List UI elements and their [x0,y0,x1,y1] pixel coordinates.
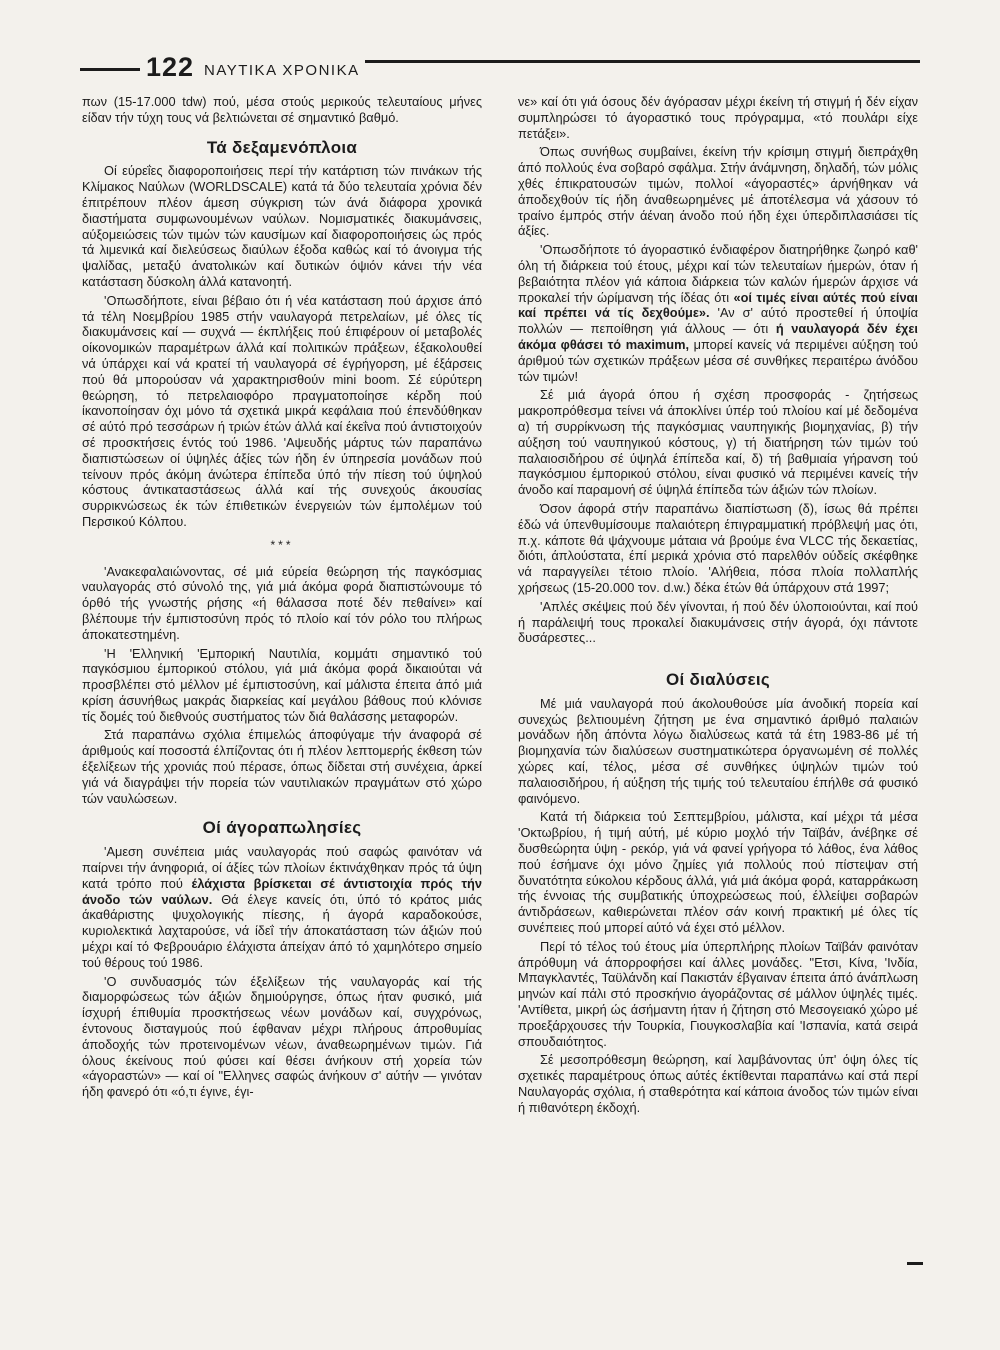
emphasis: ή ναυλαγορά δέν έχει άκόμα φθάσει τό maximum, [518,321,918,352]
article-end-mark [907,1262,923,1265]
right-column [518,94,918,1119]
paragraph: 'Οπωσδήποτε, είναι βέβαιο ότι ή νέα κατάσταση πού άρχισε άπό τά τέλη Νοεμβρίου 1985 στήν ναυλαγορά πετρελαίων, μέ όλες τίς διακυμάνσεις καί — συχνά — έκπλήξεις πού έπιφέρουν οί μεταβολές οίκονομικών παραμέτρων άλλά καί πολιτικών πράξεων, έξακολουθεί νά ύπάρχει καί νά κρατεί τή ναυλαγορά σέ έγρήγορση, μέ έξάρσεις πού θά μπορούσαν νά χαρακτηρισθούν mini boom. Σέ εύρύτερη θεώρηση, τό πετρελαιοφόρο πραγματοποίησε κέρδη πού ίκανοποίησαν όχι μόνο τά σχετικά μικρά κεφάλαια πού έπενδύθηκαν σέ αύτό πρό τεσσάρων ή τριών έτών άλλά καί έκεΐνα πού άντιστοιχούν σέ προσκτήσεις έντός τού 1986. 'Αψευδής μάρτυς τών παραπάνω διαπιστώσεων οί ύψηλές άξίες τών ήδη έν ύπηρεσία μονάδων πού τείνουν πρός άκόμη άνώτερα έπίπεδα ύπό τήν πίεση τού ύψηλού κόστους άντικαταστάσεως άλλά καί τής συνεχούς άκουσίας συρρικνώσεως έκ τών έπιθετικών ένεργειών τών έμπολέμων τού Περσικού Κόλπου. [82,292,482,529]
paragraph: Σέ μιά άγορά όπου ή σχέση προσφοράς - ζητήσεως μακροπρόθεσμα τείνει νά άποκλίνει ύπέρ τού πλοίου καί μέ δεδομένα α) τή συρρίκνωση τής παγκόσμιας ναυπηγικής βιομηχανίας, β) τήν αύξηση τού ναυπηγικού κόστους, γ) τή διατήρηση τών τιμών τού παλαιοσιδήρου σέ ύψηλά έπίπεδα καί, δ) τή βαθμιαία γήρανση τού παγκόσμιου έμπορικού στόλου, είναι φυσικό νά περιμένει κανείς τήν άνοδο καί παραμονή σέ ύψηλά έπίπεδα τών άξιών τών πλοίων. [518,387,918,498]
paragraph: Οί εύρεΐες διαφοροποιήσεις περί τήν κατάρτιση τών πινάκων τής Κλίμακος Ναύλων (WORLDSCALE) κατά τά δύο τελευταία χρόνια δέν έπιτρέπουν πλέον άμεση σύγκριση τών άνά διάφορα χρονικά διαστήματα συμφωνουμένων ναύλων. Νομισματικές διακυμάνσεις, αύξομειώσεις τών τιμών τών καυσίμων καί διαφοροποιήσεις ώς πρός τά λιμενικά καί διελεύσεως διαύλων έξοδα καθώς καί τό άνοιγμα τής ψαλίδας, μεταξύ άνατολικών καί δυτικών όψιόν κάνει τήν νέα κατάσταση δύσκολη άλλά κατανοητή. [82,163,482,289]
section-heading-tankers: Τά δεξαμενόπλοια [206,137,358,157]
magazine-title: ΝΑΥΤΙΚΑ ΧΡΟΝΙΚΑ [204,62,360,79]
emphasis: «οί τιμές είναι αύτές πού είναι καί πρέπει νά τίς δεχθούμε». [518,289,918,321]
paragraph: νε» καί ότι γιά όσους δέν άγόρασαν μέχρι έκείνη τή στιγμή ή δέν είχαν συμπληρώσει τό άγοραστικό τους πρόγραμμα, «τό πουλάρι είχε πετάξει». [518,94,918,141]
paragraph: 'Ανακεφαλαιώνοντας, σέ μιά εύρεία θεώρηση τής παγκόσμιας ναυλαγοράς στό σύνολό της, γιά μιά άκόμα φορά διαπιστώνουμε τό όρθό τής γνωστής ρήσης «ή θάλασσα ποτέ δέν πεθαίνει» καί βλέπουμε τήν έμπιστοσύνη πρός τό πλοίο καί τόν ρόλο του πλήρως άποκατεστημένη. [82,563,482,642]
paragraph: Κατά τή διάρκεια τού Σεπτεμβρίου, μάλιστα, καί μέχρι τά μέσα 'Οκτωβρίου, ή τιμή αύτή, μέ κύριο μοχλό τήν Ταϊβάν, άνέβηκε σέ δυσθεώρητα ύψη - ρεκόρ, γιά νά φανεί γρήγορα τό λάθος, ένα λάθος πού έσήμανε όχι μόνο ζημίες γιά πολλούς πού πίστεψαν στή δυνατότητα εύκολου κέρδους άλλά, γιά μιά άκόμα φορά, καταρράκωση τής έννοιας τής συμβατικής ύποχρεώσεως πού, έλλείψει σοβαρών άντιδράσεων, καθιερώνεται πλέον σάν κοινή πρακτική μέ όλες τίς συνέπειες πού μπορεί αύτό νά έχει στό μέλλον. [518,809,918,936]
paragraph: Στά παραπάνω σχόλια έπιμελώς άποφύγαμε τήν άναφορά σέ άριθμούς καί ποσοστά έλπίζοντας ότι ή πλέον λεπτομερής έκθεση τών έξελίξεων τής χρονιάς πού πέρασε, όπως δίδεται στή συνέχεια, άρκεί γιά νά διαγράψει τήν πορεία τών ναυτιλιακών πραγμάτων στό χώρο τών ναυλώσεων. [82,727,482,806]
paragraph: πων (15-17.000 tdw) πού, μέσα στούς μερικούς τελευταίους μήνες είδαν τήν τύχη τους νά βελτιώνεται σέ σημαντικό βαθμό. [82,94,482,125]
paragraph: 'Η 'Ελληνική 'Εμπορική Ναυτιλία, κομμάτι σημαντικό τού παγκόσμιου έμπορικού στόλου, γιά μιά άκόμα φορά δικαιούται νά προσβλέπει στό μέλλον μέ έμπιστοσύνη, καί μάλιστα έπειτα άπό μιά κρίση άσυνήθως μακράς διαρκείας καί μεγάλου βάθους πού κλόνισε τίς δομές τού διεθνούς συστήματος τών διά θαλάσσης μεταφορών. [82,645,482,724]
paragraph: Όπως συνήθως συμβαίνει, έκείνη τήν κρίσιμη στιγμή διεπράχθη άπό πολλούς ένα σοβαρό σφάλμα. Στήν άνάμνηση, δηλαδή, τών μόλις χθές έπικρατουσών τιμών, πολλοί «άγοραστές» άρνήθηκαν νά άποδεχθούν τίς ήδη άναθεωρημένες μέ άποτέλεσμα νά χάσουν τό τραίνο έμπρός στήν άέναη άνοδο πού ήδη έχει ύπερδιπλασιάσει τίς άξίες. [518,144,918,239]
section-heading-demolitions: Οί διαλύσεις [665,670,771,690]
text-run: 'Αν σ' αύτό προστεθεί ή ύποψία πολλών — πεποίθηση γιά άλλους — ότι [518,305,918,337]
paragraph: 'Ο συνδυασμός τών έξελίξεων τής ναυλαγοράς καί τής διαμορφώσεως τών άξιών δημιούργησε, όπως ήταν φυσικό, μιά ίσχυρή έπιθυμία προσκτήσεως νέων μονάδων καί, συγχρόνως, έντονους δισταγμούς πού έφθαναν μέχρι πλήρους άπροθυμίας άποδοχής τών προτεινομένων νέων, άναθεωρημένων τιμών. Γιά όλους έκείνους πού φύσει καί θέσει άνήκουν στή χορεία τών «άγοραστών» — καί οί "Ελληνες σαφώς άνήκουν σ' αύτήν — γινόταν ήδη φανερό ότι «ό,τι έγινε, έγι- [82,973,482,1100]
emphasis: έλάχιστα βρίσκεται σέ άντιστοιχία πρός τήν άνοδο τών ναύλων. [82,875,482,907]
text-run: μπορεί κανείς νά περιμένει αύξηση τού άριθμού τών σχετικών πράξεων μέσα σέ συνθήκες περαιτέρω άνόδου τών τιμών! [518,336,919,384]
section-separator: *** [270,537,294,552]
page-number: 122 [146,52,195,82]
paragraph: Περί τό τέλος τού έτους μία ύπερπλήρης πλοίων Ταϊβάν φαινόταν άπρόθυμη νά άπορροφήσει καί άλλες μονάδες. "Ετσι, Κίνα, 'Ινδία, Μπαγκλαντές, Ταϋλάνδη καί Πακιστάν έβγαιναν έπειτα άπό άνάπλωση μηνών καί πάλι στό προσκήνιο άγοράζοντας σέ μάλλον ύψηλές τιμές. 'Αντίθετα, μικρή ώς άσήμαντη ήταν ή ζήτηση στό Μεσογειακό χώρο μέ προεξάρχουσες τήν Τουρκία, Γιουγκοσλαβία καί 'Ισπανία, κατά σειρά σπουδαιότητος. [518,938,918,1049]
paragraph [518,242,918,384]
paragraph: 'Απλές σκέψεις πού δέν γίνονται, ή πού δέν ύλοποιούνται, καί πού ή παράλειψή τους προκαλεί διακυμάνσεις στήν άγορά, όχι πάντοτε δυσάρεστες... [518,598,918,646]
header-rule-left [80,68,140,71]
paragraph: Μέ μιά ναυλαγορά πού άκολουθούσε μία άνοδική πορεία καί συνεχώς βελτιουμένη ζήτηση με ένα σημαντικό άριθμό παλαιών μονάδων ήδη άπόντα λόγω διαλύσεως κατά τά έτη 1983-86 μέ τή βιομηχανία τών διαλύσεων συστηματικώτερα όργανωμένη σέ πολλές χώρες καί, τέλος, μέσα σέ συνθήκες ύψηλών τιμών τού παλαιοσιδήρου, ή αύξηση τής τιμής τού τελευταίου έπήλθε σά φυσικό φαινόμενο. [518,695,918,806]
text-run: 'Αμεση συνέπεια μιάς ναυλαγοράς πού σαφώς φαινόταν νά παίρνει τήν άνηφοριά, οί άξίες τών πλοίων έκτινάχθηκαν πρός τά ύψη κατά τρόπο πού [82,844,482,891]
section-heading-sales: Οί άγοραπωλησίες [202,818,362,838]
page-header [80,50,920,86]
paragraph [82,844,482,970]
text-run: Θά έλεγε κανείς ότι, ύπό τό κράτος μιάς άκαθάριστης ψυχολογικής πίεσης, ή άγορά καραδοκούσε, κυριολεκτικά λαχταρούσε, νά ίδεΐ τήν άποκατάσταση τών άξιών πού μέχρι καί τό Φεβρουάριο έλάχιστα άπείχαν άπό τό χαμηλότερο σημείο τού θέρους τού 1986. [82,891,482,970]
text-run: 'Οπωσδήποτε τό άγοραστικό ένδιαφέρον διατηρήθηκε ζωηρό καθ' όλη τή διάρκεια τού έτους, μέχρι καί τών τελευταίων ήμερών, όταν ή βεβαιότητα πλέον γιά κάποια διάρκεια τών καλών ήμερών άρχισε νά προκαλεί τήν ώρίμανση τής ίδέας ότι [518,242,918,305]
paragraph: Όσον άφορά στήν παραπάνω διαπίστωση (δ), ίσως θά πρέπει έδώ νά ύπενθυμίσουμε παλαιότερη έπιγραμματική πρόβλεψή μας ότι, π.χ. κάποτε θά ψάχνουμε μάταια νά βρούμε ένα VLCC τής δεκαετίας, διότι, άπλούστατα, έπί μερικά χρόνια στό παρελθόν ούδείς σκέφθηκε νά παραγγείλει τέτοιο πλοίο. 'Αλήθεια, πόσα πλοία πολλαπλής χρήσεως (15-20.000 τον. d.w.) δέκα έτών θά ύπάρχουν στά 1997; [518,500,918,595]
header-rule-right [365,60,920,63]
paragraph: Σέ μεσοπρόθεσμη θεώρηση, καί λαμβάνοντας ύπ' όψη όλες τίς σχετικές παραμέτρους όπως αύτές έκτίθενται παραπάνω καί στά περί Ναυλαγοράς σχόλια, ή σταθερότητα καί κάποια άνοδος τών τιμών είναι ή πιθανότερη έκδοχή. [518,1052,918,1115]
left-column [82,94,482,1103]
